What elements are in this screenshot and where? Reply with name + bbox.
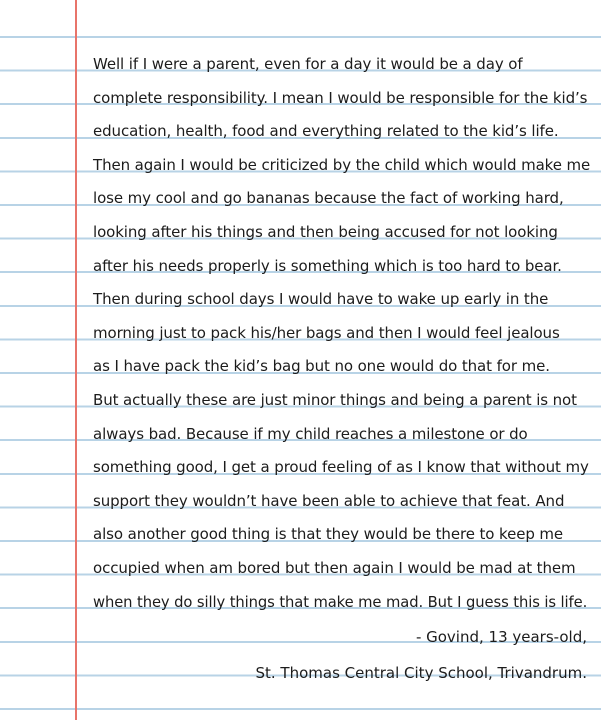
letter-line-4: Then again I would be criticized by the child which would make me bbox=[93, 155, 591, 174]
letter-line-13: something good, I get a proud feeling of as I know that without my bbox=[93, 458, 589, 477]
letter-line-10: as I have pack the kid’s bag but no one would do that for me. bbox=[93, 357, 550, 376]
letter-line-16: occupied when am bored but then again I would be mad at them bbox=[93, 558, 576, 577]
letter-line-8: Then during school days I would have to wake up early in the bbox=[93, 290, 549, 309]
letter-line-14: support they wouldn’t have been able to achieve that feat. And bbox=[93, 491, 565, 510]
signature-name: - Govind, 13 years-old, bbox=[415, 628, 587, 646]
letter-line-6: looking after his things and then being accused for not looking bbox=[93, 222, 558, 241]
letter-line-11: But actually these are just minor things and being a parent is not bbox=[93, 390, 577, 409]
letter-line-9: morning just to pack his/her bags and then I would feel jealous bbox=[93, 323, 560, 342]
letter-line-15: also another good thing is that they would be there to keep me bbox=[93, 525, 564, 544]
letter-line-3: education, health, food and everything related to the kid’s life. bbox=[93, 122, 559, 141]
letter-line-5: lose my cool and go bananas because the fact of working hard, bbox=[93, 189, 564, 208]
signature-school: St. Thomas Central City School, Trivandrum. bbox=[255, 664, 587, 682]
letter-line-7: after his needs properly is something which is too hard to bear. bbox=[93, 256, 562, 275]
letter-line-12: always bad. Because if my child reaches a milestone or do bbox=[93, 424, 528, 443]
margin-line bbox=[75, 0, 77, 720]
letter-line-17: when they do silly things that make me mad. But I guess this is life. bbox=[93, 593, 588, 611]
letter-line-1: Well if I were a parent, even for a day it would be a day of bbox=[93, 55, 523, 73]
letter-line-2: complete responsibility. I mean I would be responsible for the kid’s bbox=[93, 88, 588, 107]
letter-body bbox=[93, 48, 593, 619]
